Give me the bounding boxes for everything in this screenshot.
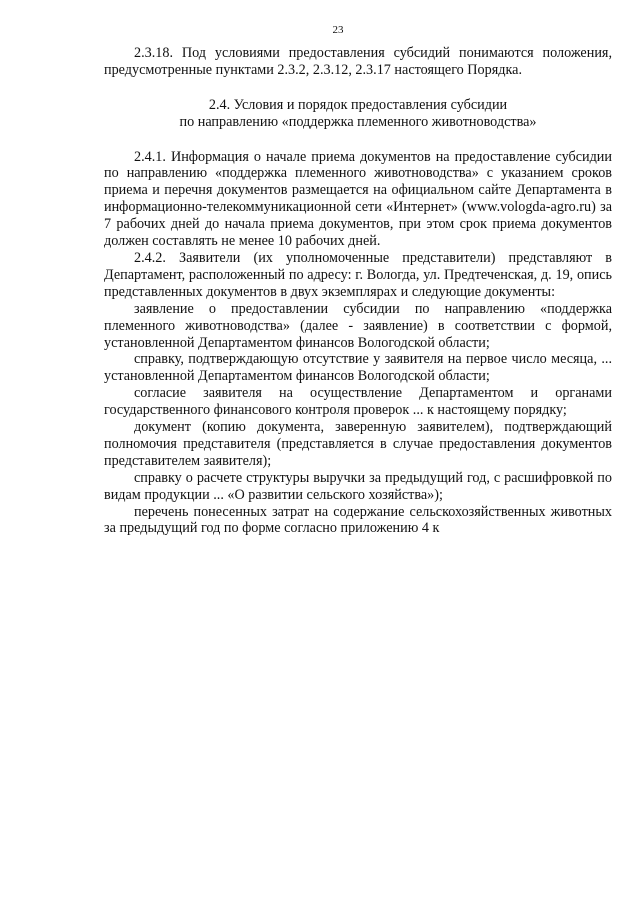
list-item-expenses-list: перечень понесенных затрат на содержание сельскохозяйственных животных за предыдущий год по форме согласно приложению 4 к	[104, 503, 612, 537]
section-heading-line-1: 2.4. Условия и порядок предоставления субсидии	[208, 96, 508, 113]
list-item-consent: согласие заявителя на осуществление Департаментом и органами государственного финансового контроля проверок ... к настоящему порядку;	[104, 385, 612, 419]
section-heading	[104, 97, 612, 131]
list-item-authority-document: документ (копию документа, заверенную заявителем), подтверждающий полномочия представителя (представляется в случае предоставления документов представителем заявителя);	[104, 419, 612, 469]
paragraph-2-4-2: 2.4.2. Заявители (их уполномоченные представители) представляют в Департамент, расположенный по адресу: г. Вологда, ул. Предтеченская, д. 19, опись представленных документов в двух экземплярах и следующие документы:	[104, 249, 612, 300]
paragraph-2-4-1: 2.4.1. Информация о начале приема документов на предоставление субсидии по направлению «поддержка племенного животноводства» с указанием сроков приема и перечня документов размещается на официальном сайте Департамента в информационно-телекоммуникационной сети «Интернет» (www.vologda-agro.ru) за 7 рабочих дней до начала приема документов, при этом срок приема документов должен составлять не менее 10 рабочих дней.	[104, 148, 612, 250]
section-heading-line-2: по направлению «поддержка племенного животноводства»	[179, 113, 537, 130]
list-item-certificate-no-debt: справку, подтверждающую отсутствие у заявителя на первое число месяца, ... установленной Департаментом финансов Вологодской области;	[104, 351, 612, 385]
paragraph-2-3-18: 2.3.18. Под условиями предоставления субсидий понимаются положения, предусмотренные пунктами 2.3.2, 2.3.12, 2.3.17 настоящего Порядка.	[104, 44, 612, 78]
list-item-revenue-certificate: справку о расчете структуры выручки за предыдущий год, с расшифровкой по видам продукции ... «О развитии сельского хозяйства»);	[104, 469, 612, 503]
page-number: 23	[332, 24, 344, 36]
list-item-application: заявление о предоставлении субсидии по направлению «поддержка племенного животноводства» (далее - заявление) в соответствии с формой, установленной Департаментом финансов Вологодской области;	[104, 300, 612, 351]
